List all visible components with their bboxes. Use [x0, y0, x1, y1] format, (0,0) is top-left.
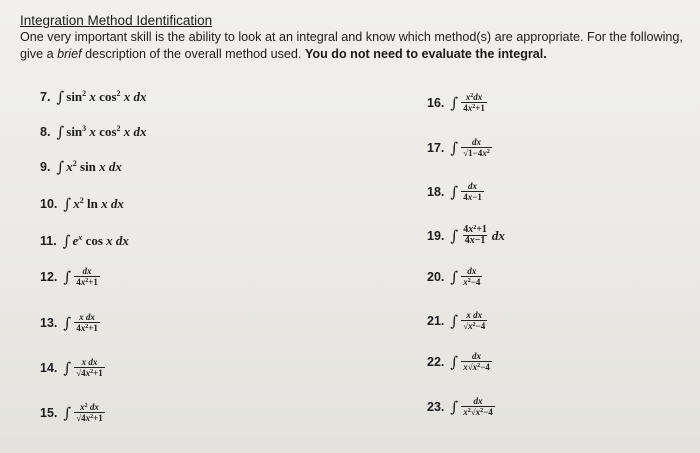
problem-11: 11. ∫ $e^x$ cos x dx	[40, 232, 129, 250]
problem-16: 16. ∫ $\frac{x^2dx}{4x^2+1}$	[427, 92, 485, 113]
integral-sign-icon: ∫	[450, 138, 459, 157]
problem-18: 18. ∫ $\frac{dx}{4x-1}$	[427, 181, 482, 202]
problem-21: 21. ∫ $\frac{\text{x dx}}{√x^2-4}$	[427, 310, 486, 331]
integrand: $\sin^3 x$ $\cos^2 x$ dx	[66, 124, 147, 139]
instructions-part-a: One very important skill is the ability to look at an integral and know which method(s) are appropriate. For the following, give a	[20, 30, 683, 61]
fraction: $\frac{\text{x dx}}{4x^2+1}$	[76, 312, 98, 333]
fraction: $\frac{dx}{x√x^2-4}$	[463, 351, 490, 372]
differential: dx	[491, 227, 505, 243]
fraction: $\frac{dx}{4x^2+1}$	[76, 266, 98, 287]
problem-8: 8. ∫ $\sin^3 x$ $\cos^2 x$ dx	[40, 123, 147, 141]
problem-13: 13. ∫ $\frac{\text{x dx}}{4x^2+1}$	[40, 312, 98, 333]
fraction: $\frac{\text{x dx}}{√4x^2+1}$	[76, 357, 103, 378]
problem-10: 10. ∫ $x^2$ ln x dx	[40, 195, 124, 213]
fraction: $\frac{4x^2+1}{4x-1}$	[463, 224, 487, 246]
integral-sign-icon: ∫	[450, 352, 459, 371]
integral-sign-icon: ∫	[63, 313, 72, 332]
integrand: $x^2$ sin x dx	[66, 159, 122, 174]
fraction: $\frac{dx}{√1-4x^2}$	[463, 137, 490, 158]
fraction: $\frac{\text{x dx}}{√x^2-4}$	[463, 310, 486, 331]
fraction: $\frac{x^2dx}{4x^2+1}$	[463, 92, 485, 113]
problem-22: 22. ∫ $\frac{dx}{x√x^2-4}$	[427, 351, 490, 372]
integral-sign-icon: ∫	[63, 358, 72, 377]
integral-sign-icon: ∫	[450, 182, 459, 201]
instructions	[20, 29, 692, 62]
integral-sign-icon: ∫	[56, 158, 65, 176]
integral-sign-icon: ∫	[450, 397, 459, 416]
problem-9: 9. ∫ $x^2$ sin x dx	[40, 158, 122, 176]
integral-sign-icon: ∫	[450, 311, 459, 330]
problem-7: 7. ∫ $\sin^2 x$ $\cos^2 x$ dx	[40, 88, 147, 106]
integral-sign-icon: ∫	[450, 267, 459, 286]
integral-sign-icon: ∫	[63, 195, 72, 213]
integral-sign-icon: ∫	[56, 88, 65, 106]
integral-sign-icon: ∫	[56, 123, 65, 141]
integral-sign-icon: ∫	[63, 403, 72, 422]
fraction: $\frac{dx}{x^2-4}$	[463, 266, 481, 287]
fraction: $\frac{dx}{x^2√x^2-4}$	[463, 396, 493, 417]
integrand: $\sin^2 x$ $\cos^2 x$ dx	[66, 89, 147, 104]
integral-sign-icon: ∫	[450, 93, 459, 112]
problem-15: 15. ∫ $\frac{x^2 dx}{√4x^2+1}$	[40, 402, 103, 423]
worksheet-title: Integration Method Identification	[20, 13, 213, 28]
problem-19: 19. ∫ $\frac{4x^2+1}{4x-1}$ dx	[427, 224, 505, 246]
integral-sign-icon: ∫	[62, 232, 71, 250]
problem-23: 23. ∫ $\frac{dx}{x^2√x^2-4}$	[427, 396, 493, 417]
integrand: $x^2$ ln x dx	[73, 196, 124, 211]
integral-sign-icon: ∫	[63, 267, 72, 286]
integrand: $e^x$ cos x dx	[72, 233, 129, 248]
problem-17: 17. ∫ $\frac{dx}{√1-4x^2}$	[427, 137, 490, 158]
fraction: $\frac{x^2 dx}{√4x^2+1}$	[76, 402, 103, 423]
problem-14: 14. ∫ $\frac{\text{x dx}}{√4x^2+1}$	[40, 357, 103, 378]
problem-20: 20. ∫ $\frac{dx}{x^2-4}$	[427, 266, 481, 287]
integral-sign-icon: ∫	[450, 226, 459, 245]
instructions-emphasis: brief	[57, 46, 82, 61]
instructions-part-b: description of the overall method used.	[81, 46, 305, 61]
problem-12: 12. ∫ $\frac{dx}{4x^2+1}$	[40, 266, 98, 287]
fraction: $\frac{dx}{4x-1}$	[463, 181, 482, 202]
instructions-bold: You do not need to evaluate the integral.	[304, 46, 547, 61]
